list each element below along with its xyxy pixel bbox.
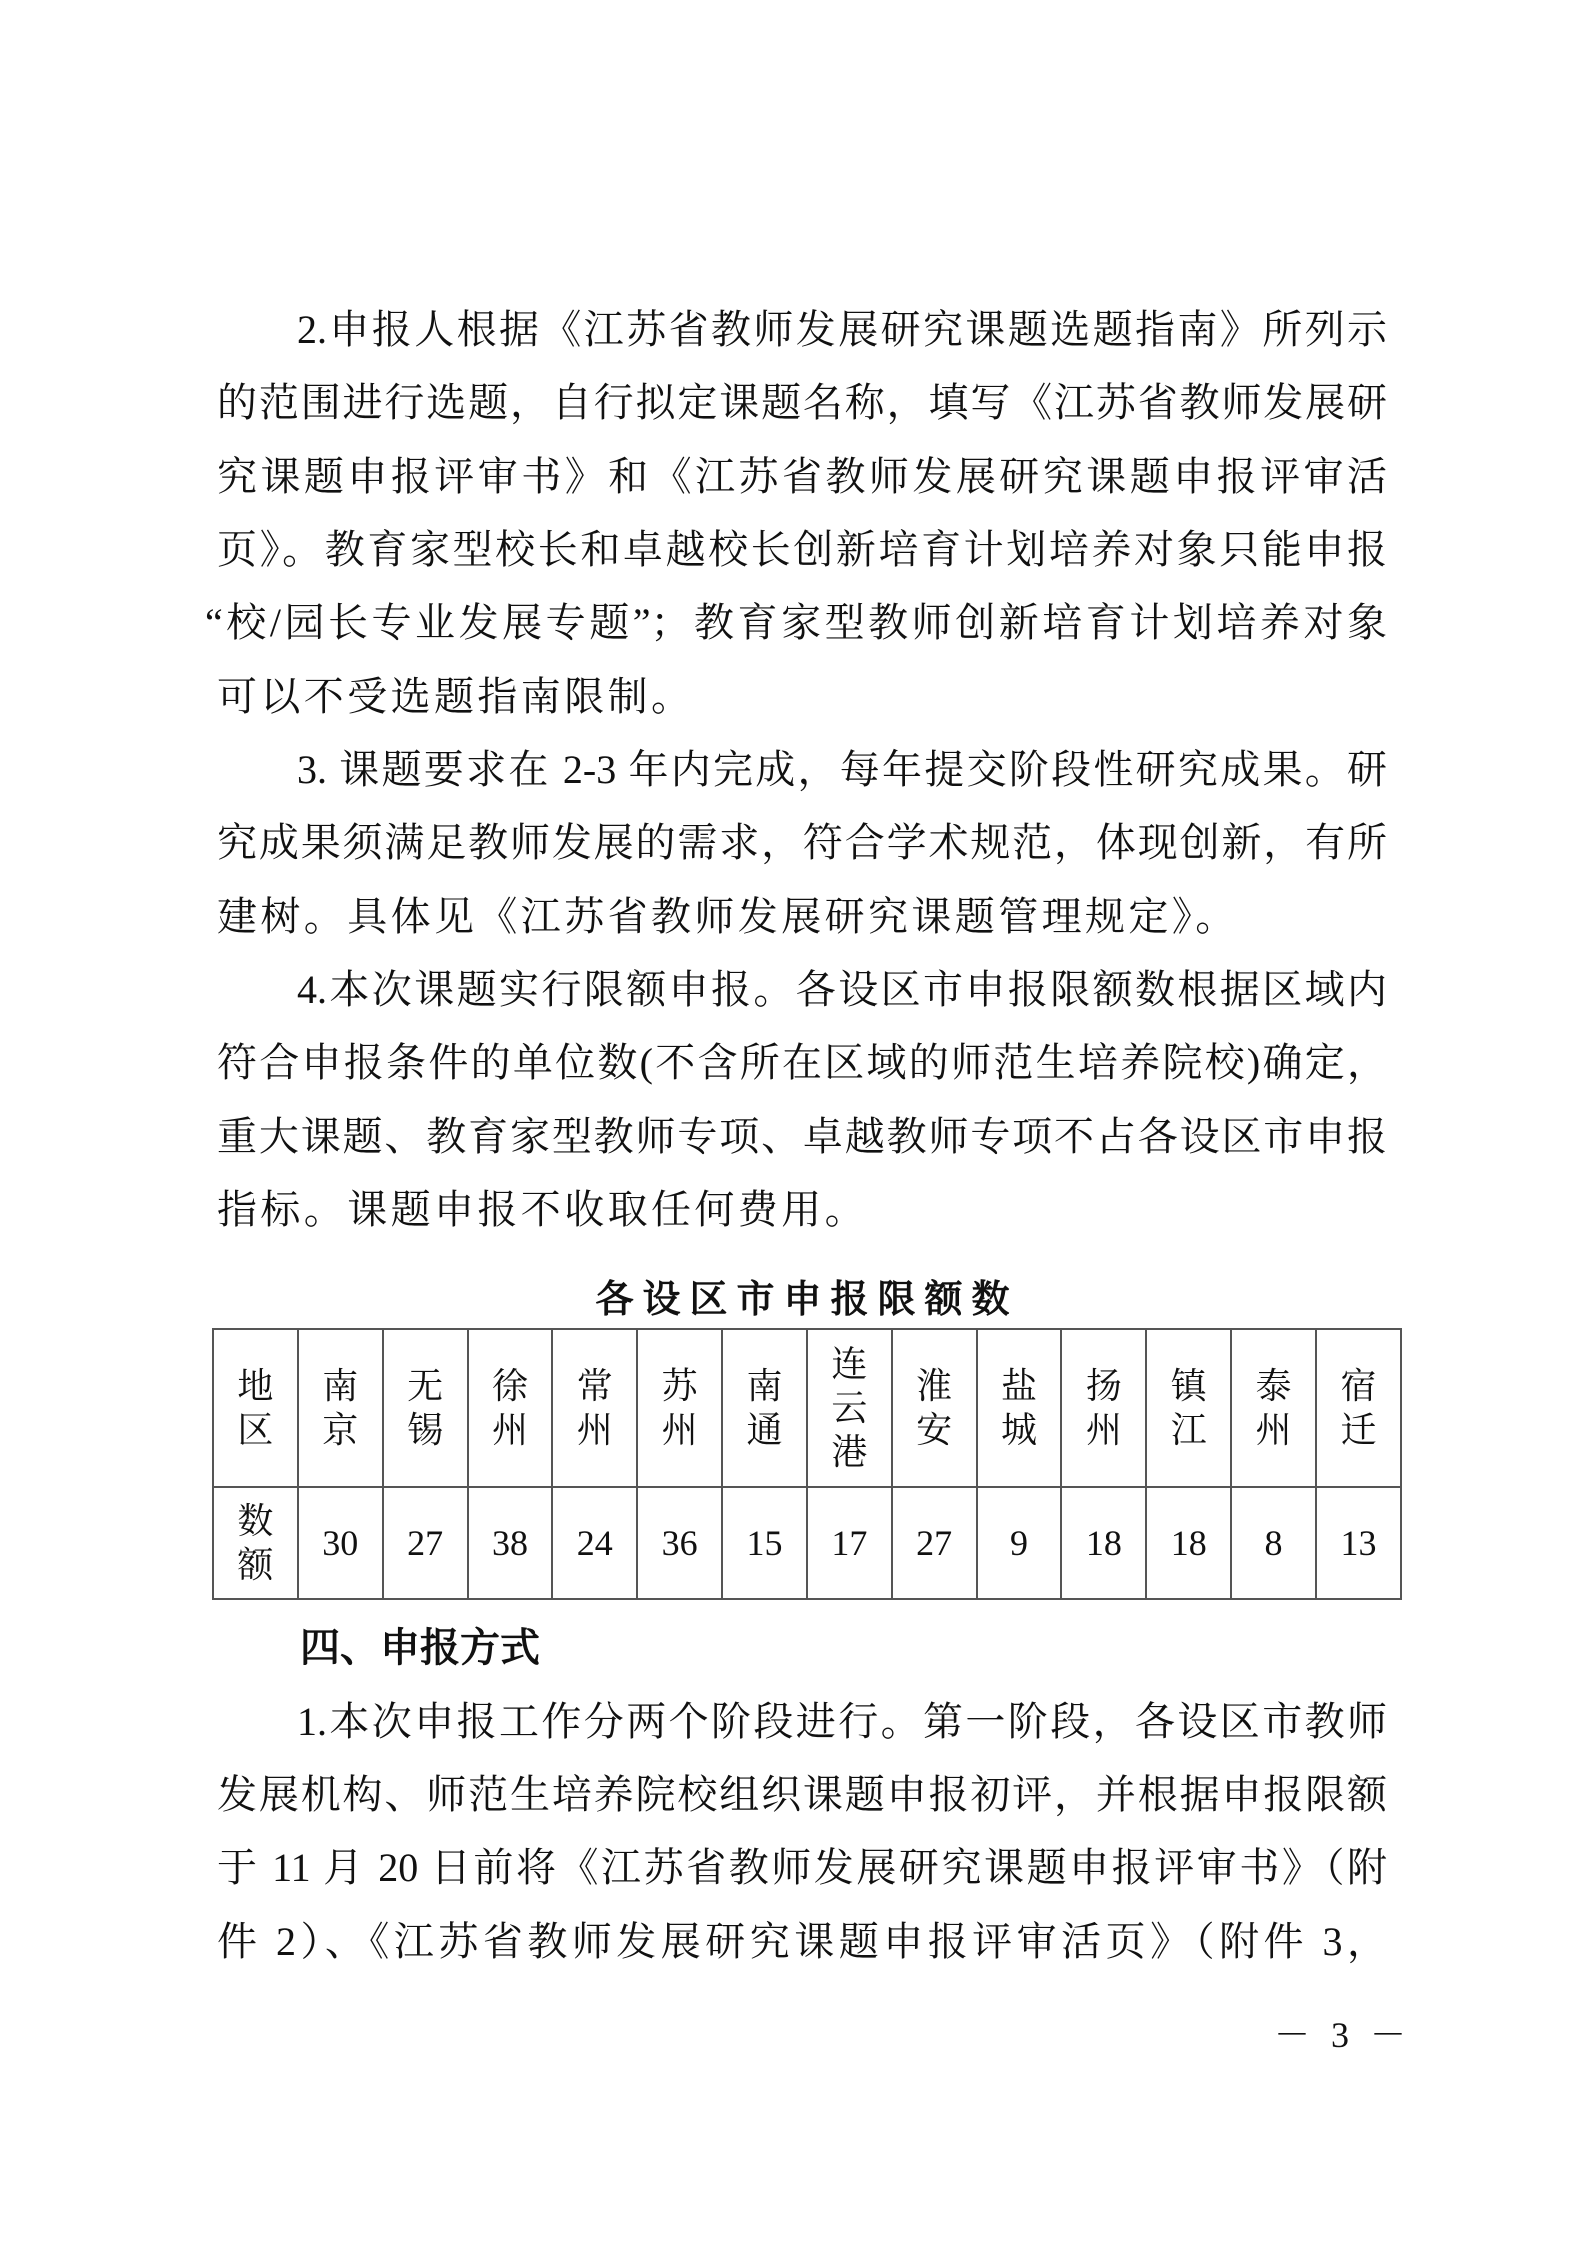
section4-line-3: 于 11 月 20 日前将《江苏省教师发展研究课题申报评审书》（附	[217, 1845, 1387, 1890]
count-cell: 27	[383, 1487, 468, 1599]
region-cell: 连云港	[807, 1329, 892, 1487]
table-title: 各设区市申报限额数	[595, 1279, 1019, 1321]
count-cell: 30	[298, 1487, 383, 1599]
quota-table	[212, 1328, 1402, 1600]
table-row-regions	[213, 1329, 1401, 1487]
region-cell: 南通	[722, 1329, 807, 1487]
section4-line-2: 发展机构、师范生培养院校组织课题申报初评，并根据申报限额	[217, 1772, 1387, 1817]
region-cell: 苏州	[637, 1329, 722, 1487]
region-cell: 淮安	[892, 1329, 977, 1487]
paragraph-3-line-1: 3. 课题要求在 2-3 年内完成，每年提交阶段性研究成果。研	[297, 747, 1387, 792]
section-heading: 四、申报方式	[300, 1625, 540, 1671]
paragraph-4-line-3: 重大课题、教育家型教师专项、卓越教师专项不占各设区市申报	[217, 1114, 1387, 1159]
page-number: － 3 －	[1273, 2015, 1412, 2055]
paragraph-3-line-3: 建树。具体见《江苏省教师发展研究课题管理规定》。	[217, 894, 1239, 939]
region-cell: 宿迁	[1316, 1329, 1401, 1487]
region-cell: 南京	[298, 1329, 383, 1487]
paragraph-2-line-3: 究课题申报评审书》和《江苏省教师发展研究课题申报评审活	[217, 454, 1387, 499]
count-cell: 15	[722, 1487, 807, 1599]
region-cell: 常州	[552, 1329, 637, 1487]
count-cell: 24	[552, 1487, 637, 1599]
region-cell: 扬州	[1061, 1329, 1146, 1487]
paragraph-3-line-2: 究成果须满足教师发展的需求，符合学术规范，体现创新，有所	[217, 820, 1387, 865]
region-cell: 无锡	[383, 1329, 468, 1487]
count-cell: 9	[977, 1487, 1062, 1599]
paragraph-2-line-2: 的范围进行选题，自行拟定课题名称，填写《江苏省教师发展研	[217, 380, 1387, 425]
paragraph-4-line-2: 符合申报条件的单位数(不含所在区域的师范生培养院校)确定，	[217, 1040, 1387, 1085]
count-cell: 38	[468, 1487, 553, 1599]
count-cell: 13	[1316, 1487, 1401, 1599]
table-header-cell-region: 地区	[213, 1329, 298, 1487]
paragraph-2-line-1: 2.申报人根据《江苏省教师发展研究课题选题指南》所列示	[297, 307, 1387, 352]
region-cell: 盐城	[977, 1329, 1062, 1487]
paragraph-2-line-4: 页》。教育家型校长和卓越校长创新培育计划培养对象只能申报	[217, 527, 1387, 572]
count-cell: 18	[1061, 1487, 1146, 1599]
count-cell: 17	[807, 1487, 892, 1599]
region-cell: 徐州	[468, 1329, 553, 1487]
count-cell: 27	[892, 1487, 977, 1599]
count-cell: 8	[1231, 1487, 1316, 1599]
section4-line-4: 件 2）、《江苏省教师发展研究课题申报评审活页》（附件 3，	[217, 1919, 1387, 1964]
count-cell: 18	[1146, 1487, 1231, 1599]
table-header-cell-count: 数额	[213, 1487, 298, 1599]
count-cell: 36	[637, 1487, 722, 1599]
paragraph-2-line-5: “校/园长专业发展专题”；教育家型教师创新培育计划培养对象	[205, 600, 1387, 645]
region-cell: 镇江	[1146, 1329, 1231, 1487]
table-row-counts	[213, 1487, 1401, 1599]
paragraph-4-line-1: 4.本次课题实行限额申报。各设区市申报限额数根据区域内	[297, 967, 1387, 1012]
paragraph-2-line-6: 可以不受选题指南限制。	[217, 674, 695, 719]
section4-line-1: 1.本次申报工作分两个阶段进行。第一阶段，各设区市教师	[297, 1699, 1387, 1744]
region-cell: 泰州	[1231, 1329, 1316, 1487]
paragraph-4-line-4: 指标。课题申报不收取任何费用。	[217, 1187, 868, 1232]
